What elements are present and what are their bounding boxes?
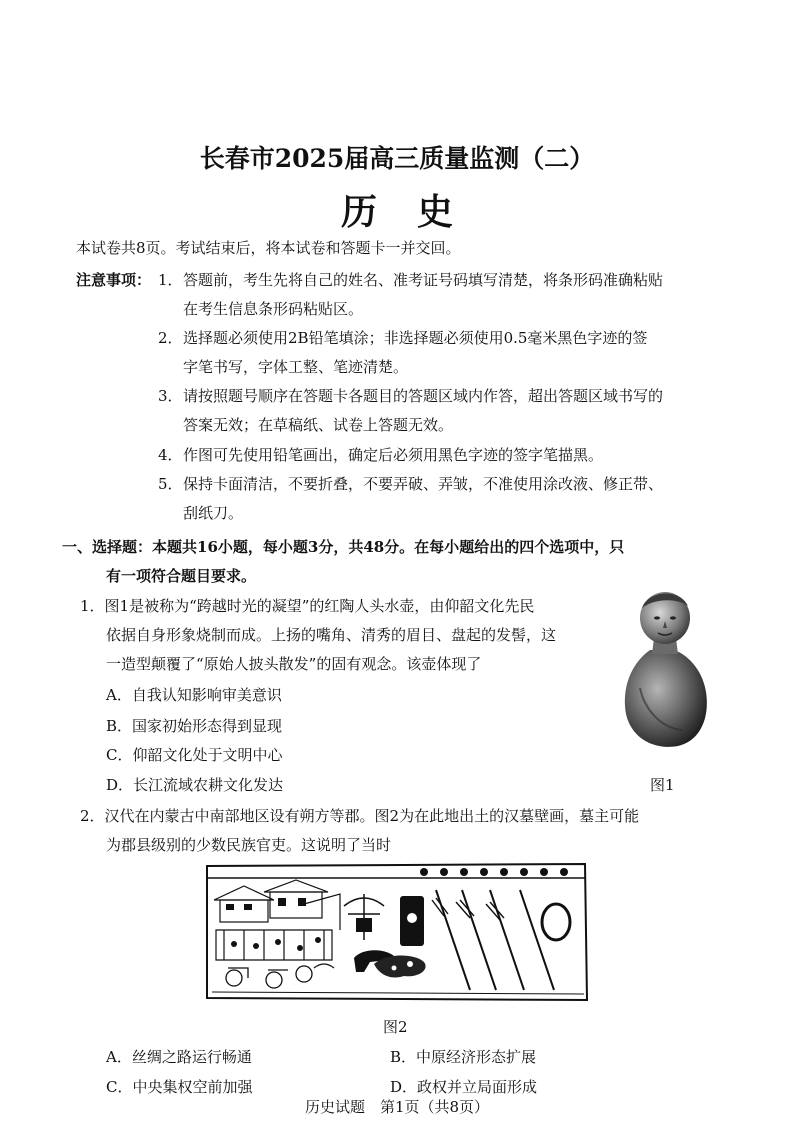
exam-title: 长春市2025届高三质量监测（二） <box>199 144 595 173</box>
q1-option-c: C．仰韶文化处于文明中心 <box>106 746 283 764</box>
section-1-heading-line-1: 一、选择题：本题共16小题，每小题3分，共48分。在每小题给出的四个选项中，只 <box>62 538 625 556</box>
page-footer: 历史试题 第1页（共8页） <box>304 1098 490 1116</box>
figure-2-caption: 图2 <box>383 1018 408 1036</box>
note-2-line-2: 字笔书写，字体工整、笔迹清楚。 <box>183 358 409 376</box>
note-2-num: 2． <box>158 329 183 347</box>
note-5-num: 5． <box>158 475 183 493</box>
note-5-line-2: 刮纸刀。 <box>183 504 244 522</box>
note-4-line-1: 作图可先使用铅笔画出，确定后必须用黑色字迹的签字笔描黑。 <box>183 446 604 464</box>
figure-1-caption: 图1 <box>650 776 675 794</box>
note-1-line-1: 答题前，考生先将自己的姓名、准考证号码填写清楚，将条形码准确粘贴 <box>183 271 664 289</box>
q2-option-d: D．政权并立局面形成 <box>390 1078 538 1096</box>
note-3-num: 3． <box>158 387 183 405</box>
q1-option-a: A．自我认知影响审美意识 <box>106 686 282 704</box>
note-3-line-1: 请按照题号顺序在答题卡各题目的答题区域内作答，超出答题区域书写的 <box>183 387 664 405</box>
intro-text: 本试卷共8页。考试结束后，将本试卷和答题卡一并交回。 <box>76 239 461 257</box>
note-4-num: 4． <box>158 446 183 464</box>
q1-stem-line-2: 依据自身形象烧制而成。上扬的嘴角、清秀的眉目、盘起的发髻，这 <box>106 626 557 644</box>
q2-option-a: A．丝绸之路运行畅通 <box>106 1048 252 1066</box>
note-1-num: 1． <box>158 271 183 289</box>
note-3-line-2: 答案无效；在草稿纸、试卷上答题无效。 <box>183 416 454 434</box>
figure-2-han-tomb-mural <box>204 860 588 1004</box>
q1-stem-line-3: 一造型颠覆了“原始人披头散发”的固有观念。该壶体现了 <box>106 655 482 673</box>
q2-option-b: B．中原经济形态扩展 <box>390 1048 537 1066</box>
q2-option-c: C．中央集权空前加强 <box>106 1078 253 1096</box>
notes-label: 注意事项： <box>76 271 152 289</box>
note-5-line-1: 保持卡面清洁，不要折叠，不要弄破、弄皱，不准使用涂改液、修正带、 <box>183 475 664 493</box>
q1-option-d: D．长江流域农耕文化发达 <box>106 776 284 794</box>
note-1-line-2: 在考生信息条形码粘贴区。 <box>183 300 364 318</box>
subject-title: 历史 <box>340 191 493 233</box>
note-2-line-1: 选择题必须使用2B铅笔填涂；非选择题必须使用0.5毫米黑色字迹的签 <box>183 329 648 347</box>
q2-stem-line-1: 2．汉代在内蒙古中南部地区设有朔方等郡。图2为在此地出土的汉墓壁画，墓主可能 <box>80 807 640 825</box>
figure-1-pottery-jar <box>620 588 712 754</box>
section-1-heading-line-2: 有一项符合题目要求。 <box>106 567 257 585</box>
q2-stem-line-2: 为郡县级别的少数民族官吏。这说明了当时 <box>106 836 392 854</box>
q1-option-b: B．国家初始形态得到显现 <box>106 717 283 735</box>
q1-stem-line-1: 1．图1是被称为“跨越时光的凝望”的红陶人头水壶，由仰韶文化先民 <box>80 597 535 615</box>
